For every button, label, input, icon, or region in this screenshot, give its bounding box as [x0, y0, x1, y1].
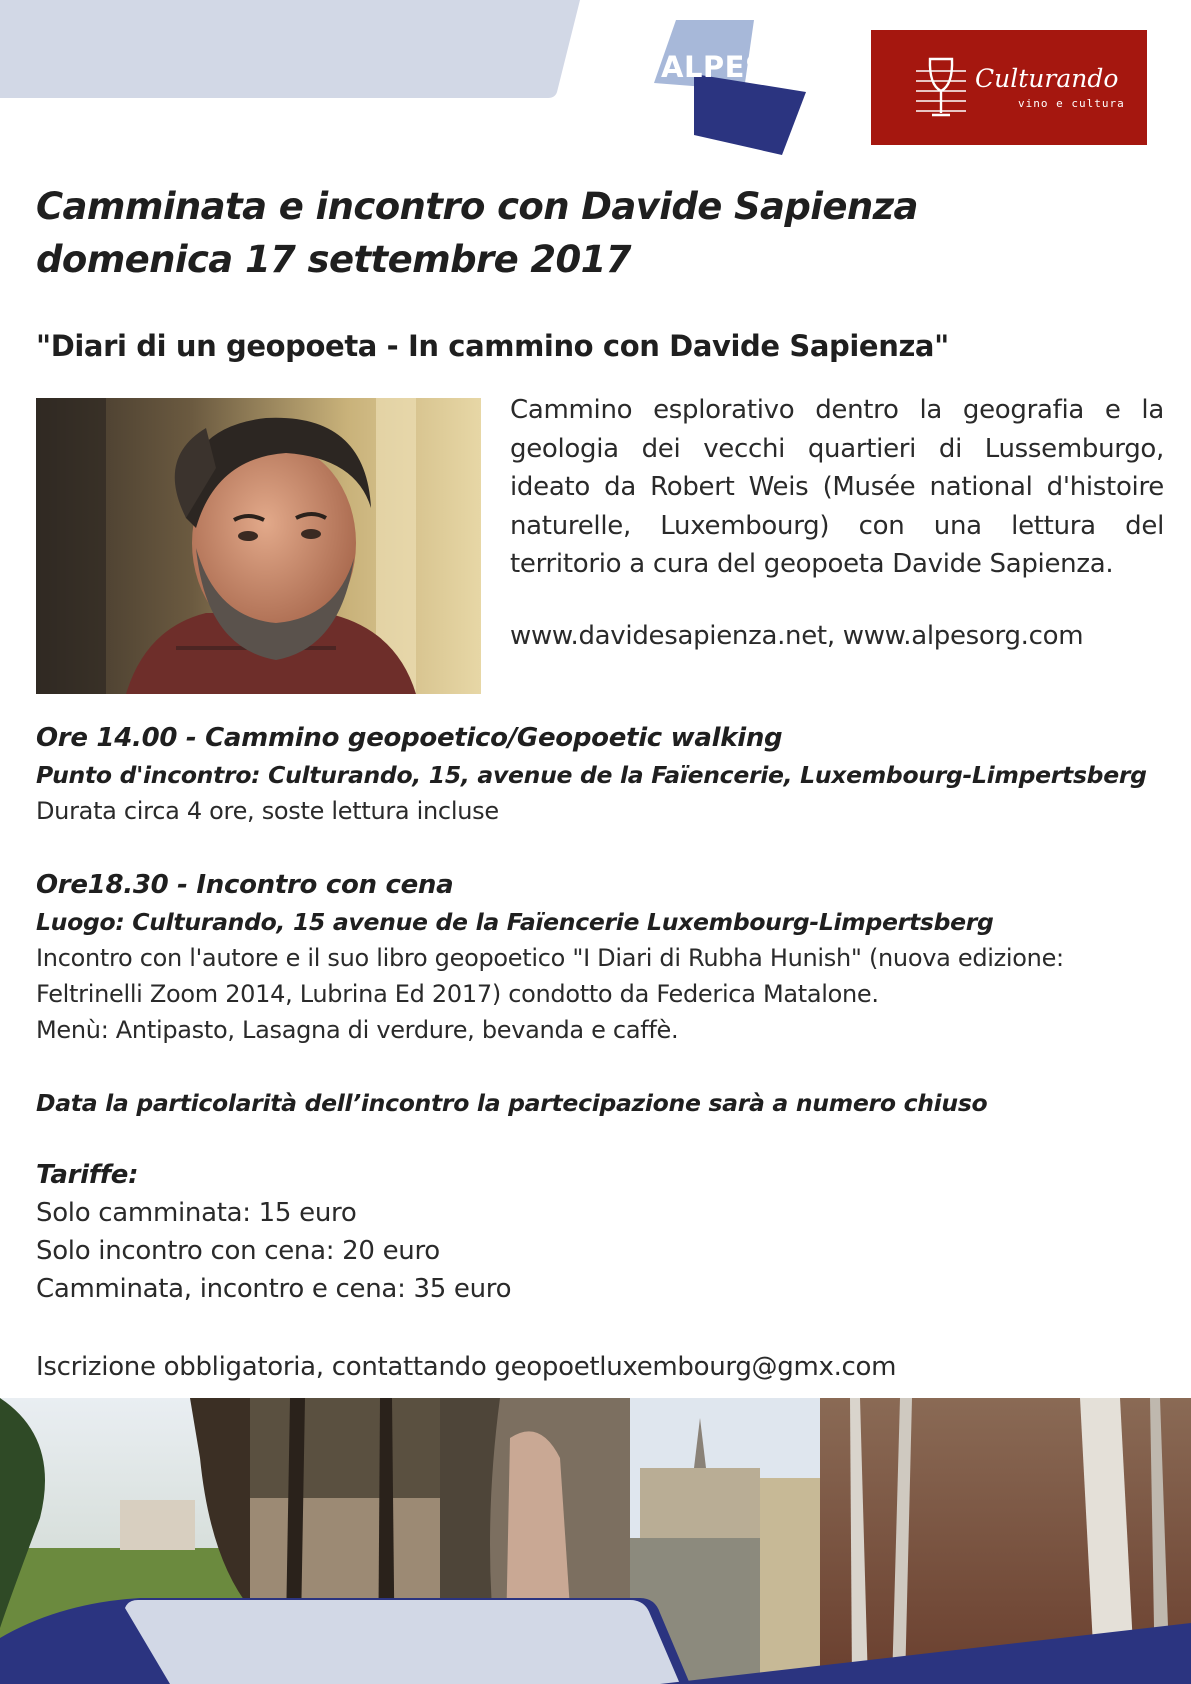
author-portrait [36, 398, 481, 694]
landscape-photo-strip [0, 1398, 1191, 1684]
title-line-1: Camminata e incontro con Davide Sapienza [36, 185, 918, 228]
alpes-logo-text: ALPES [661, 50, 767, 84]
website-links[interactable]: www.davidesapienza.net, www.alpesorg.com [510, 621, 1084, 651]
walk-section [36, 720, 1166, 829]
price-item: Solo camminata: 15 euro [36, 1198, 357, 1228]
notice-section [36, 1085, 1166, 1121]
dinner-heading: Ore18.30 - Incontro con cena [36, 870, 454, 900]
walk-meeting-point: Punto d'incontro: Culturando, 15, avenue de la Faïencerie, Luxembourg-Limpertsberg [36, 761, 1147, 789]
price-item: Camminata, incontro e cena: 35 euro [36, 1274, 512, 1304]
pricing-section [36, 1157, 1166, 1308]
dinner-line-2: Feltrinelli Zoom 2014, Lubrina Ed 2017) condotto da Federica Matalone. [36, 980, 879, 1008]
dinner-location: Luogo: Culturando, 15 avenue de la Faïencerie Luxembourg-Limpertsberg [36, 908, 994, 936]
dinner-line-1: Incontro con l'autore e il suo libro geopoetico "I Diari di Rubha Hunish" (nuova edizione: [36, 944, 1064, 972]
dinner-section [36, 867, 1166, 1048]
walk-heading: Ore 14.00 - Cammino geopoetico/Geopoetic walking [36, 723, 783, 753]
culturando-tagline: vino e cultura [1018, 97, 1125, 110]
limited-participation-notice: Data la particolarità dell’incontro la partecipazione sarà a numero chiuso [36, 1089, 988, 1117]
culturando-logo-text: Culturando [975, 64, 1119, 93]
page-title [36, 180, 1136, 286]
event-description: Cammino esplorativo dentro la geografia e la geologia dei vecchi quartieri di Lussemburgo, ideato da Robert Weis (Musée national d'histoire naturelle, Luxembourg) con una lettura del territorio a cura del geopoeta Davide Sapienza. [510, 395, 1164, 579]
wine-glass-icon [916, 55, 966, 121]
walk-duration: Durata circa 4 ore, soste lettura incluse [36, 797, 499, 825]
alpes-logo [654, 20, 806, 155]
registration-section [36, 1348, 1166, 1386]
title-line-2: domenica 17 settembre 2017 [36, 238, 631, 281]
dinner-menu: Menù: Antipasto, Lasagna di verdure, bevanda e caffè. [36, 1016, 679, 1044]
registration-contact[interactable]: Iscrizione obbligatoria, contattando geopoetluxembourg@gmx.com [36, 1352, 897, 1382]
price-item: Solo incontro con cena: 20 euro [36, 1236, 440, 1266]
event-subtitle: "Diari di un geopoeta - In cammino con Davide Sapienza" [36, 329, 949, 363]
header-band [0, 0, 580, 98]
pricing-heading: Tariffe: [36, 1160, 139, 1190]
